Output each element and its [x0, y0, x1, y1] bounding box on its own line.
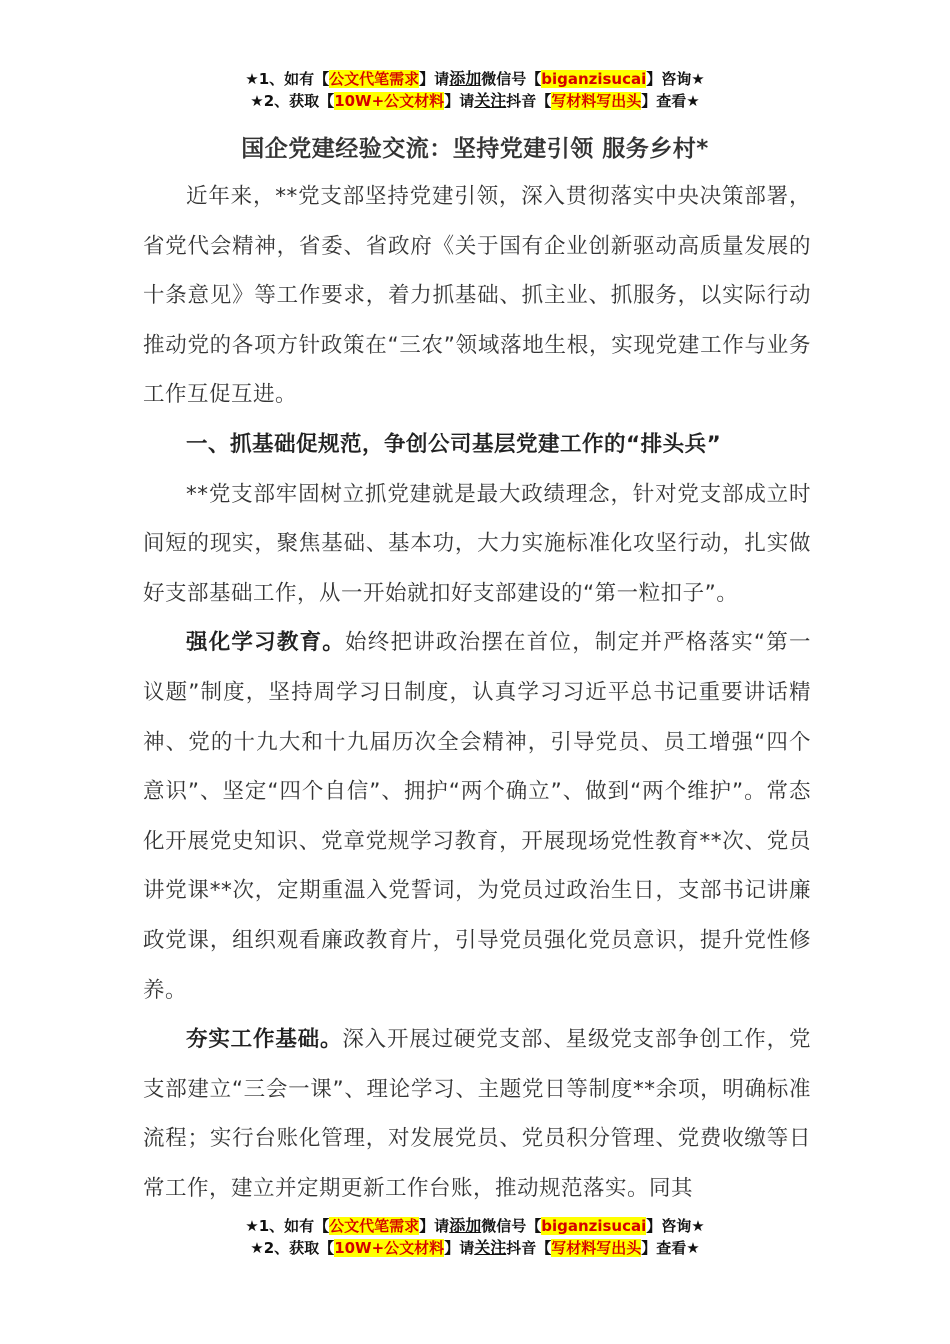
intro-paragraph: 近年来，**党支部坚持党建引领，深入贯彻落实中央决策部署，省党代会精神，省委、省政府《关于国有企业创新驱动高质量发展的十条意见》等工作要求，着力抓基础、抓主业、抓服务，以实际行动推动党的各项方针政策在“三农”领域落地生根，实现党建工作与业务工作互促互进。 [143, 184, 811, 408]
document-body [143, 172, 811, 1213]
study-education-paragraph: 强化学习教育。始终把讲政治摆在首位，制定并严格落实“第一议题”制度，坚持周学习日制度，认真学习习近平总书记重要讲话精神、党的十九大和十九届历次全会精神，引导党员、员工增强“四个意识”、坚定“四个自信”、拥护“两个确立”、做到“两个维护”。常态化开展党史知识、党章党规学习教育，开展现场党性教育**次、党员讲党课**次，定期重温入党誓词，为党员过政治生日，支部书记讲廉政党课，组织观看廉政教育片，引导党员强化党员意识，提升党性修养。 [143, 630, 812, 1003]
promo-banner-bottom [0, 1215, 950, 1259]
promo-highlight: 公文代笔需求 [329, 1217, 420, 1235]
paragraph-lead: 强化学习教育。 [186, 630, 346, 656]
promo-highlight: 公文代笔需求 [329, 70, 420, 88]
work-foundation-paragraph: 夯实工作基础。深入开展过硬党支部、星级党支部争创工作，党支部建立“三会一课”、理论学习、主题党日等制度**余项，明确标准流程；实行台账化管理，对发展党员、党员积分管理、党费收缴等日常工作，建立并定期更新工作台账，推动规范落实。同其 [143, 1027, 811, 1201]
document-title: 国企党建经验交流：坚持党建引领 服务乡村* [241, 136, 709, 162]
promo-highlight: biganzisucai [541, 1217, 647, 1235]
promo-line-1: ★1、如有【公文代笔需求】请添加微信号【biganzisucai】咨询★ [245, 69, 705, 88]
promo-line-1: ★1、如有【公文代笔需求】请添加微信号【biganzisucai】咨询★ [245, 1216, 705, 1235]
promo-highlight: 10W+公文材料 [334, 1239, 445, 1257]
promo-line-2: ★2、获取【10W+公文材料】请关注抖音【写材料写出头】查看★ [250, 1238, 700, 1257]
promo-highlight: 10W+公文材料 [334, 92, 445, 110]
paragraph-lead: 夯实工作基础。 [186, 1027, 343, 1053]
promo-highlight: 写材料写出头 [551, 92, 642, 110]
promo-line-2: ★2、获取【10W+公文材料】请关注抖音【写材料写出头】查看★ [250, 91, 700, 110]
section-1-paragraph: **党支部牢固树立抓党建就是最大政绩理念，针对党支部成立时间短的现实，聚焦基础、基本功，大力实施标准化攻坚行动，扎实做好支部基础工作，从一开始就扣好支部建设的“第一粒扣子”。 [143, 481, 811, 606]
promo-highlight: 写材料写出头 [551, 1239, 642, 1257]
promo-highlight: biganzisucai [541, 70, 647, 88]
promo-banner-top [0, 68, 950, 112]
section-heading-1: 一、抓基础促规范，争创公司基层党建工作的“排头兵” [186, 431, 722, 457]
